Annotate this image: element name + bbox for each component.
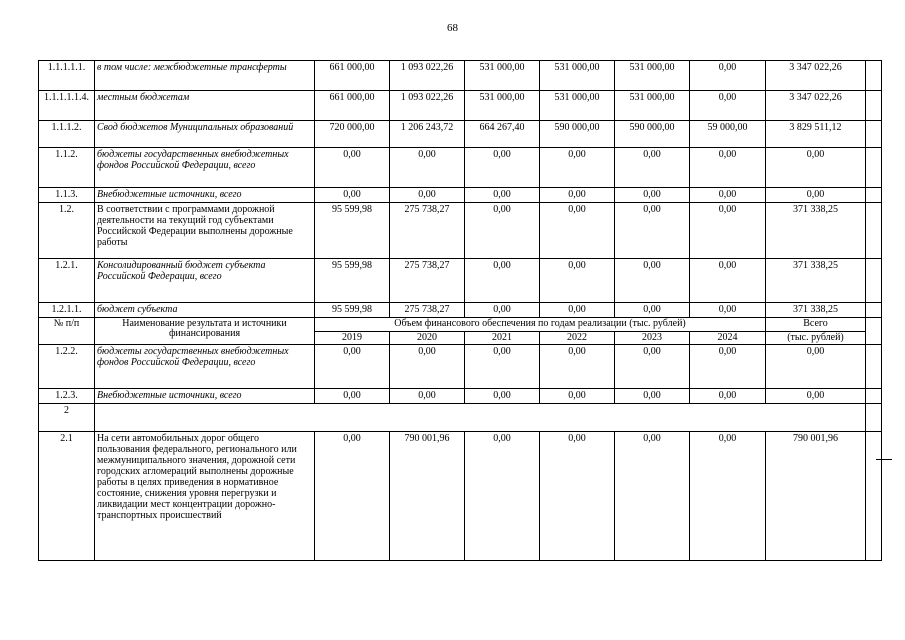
- row-value: 1 093 022,26: [390, 91, 465, 121]
- row-number: 1.1.1.1.1.: [39, 61, 95, 91]
- header-year: 2022: [540, 332, 615, 345]
- row-total: 790 001,96: [766, 432, 866, 561]
- row-value: 0,00: [540, 203, 615, 259]
- row-value: 0,00: [315, 432, 390, 561]
- row-value: 531 000,00: [540, 91, 615, 121]
- financing-table: [38, 60, 882, 561]
- row-name: Внебюджетные источники, всего: [95, 389, 315, 404]
- row-total: 371 338,25: [766, 303, 866, 318]
- row-value: 0,00: [390, 188, 465, 203]
- row-spacer: [866, 61, 882, 91]
- row-value: 0,00: [690, 188, 766, 203]
- row-value: 0,00: [615, 389, 690, 404]
- table-row: [39, 303, 882, 318]
- row-value: 0,00: [540, 303, 615, 318]
- row-value: 95 599,98: [315, 203, 390, 259]
- section-number: 2: [39, 404, 95, 432]
- row-value: 790 001,96: [390, 432, 465, 561]
- margin-tick: [876, 459, 892, 460]
- row-value: 0,00: [540, 259, 615, 303]
- row-name: Внебюджетные источники, всего: [95, 188, 315, 203]
- row-spacer: [866, 389, 882, 404]
- row-value: 531 000,00: [465, 91, 540, 121]
- header-total-line1: Всего: [766, 318, 866, 332]
- row-spacer: [866, 404, 882, 432]
- row-value: 1 206 243,72: [390, 121, 465, 148]
- table-row: [39, 345, 882, 389]
- table-body-section: [39, 404, 882, 561]
- row-value: 0,00: [615, 303, 690, 318]
- row-value: 531 000,00: [465, 61, 540, 91]
- table-row: [39, 91, 882, 121]
- row-total: 0,00: [766, 148, 866, 188]
- row-value: 661 000,00: [315, 91, 390, 121]
- table-row: [39, 61, 882, 91]
- row-value: 95 599,98: [315, 303, 390, 318]
- row-value: 0,00: [690, 259, 766, 303]
- row-value: 59 000,00: [690, 121, 766, 148]
- header-name: Наименование результата и источники финансирования: [95, 318, 315, 345]
- row-value: 0,00: [465, 148, 540, 188]
- table-body-top: [39, 61, 882, 318]
- row-value: 0,00: [615, 345, 690, 389]
- table-row: [39, 188, 882, 203]
- row-value: 590 000,00: [540, 121, 615, 148]
- header-year: 2019: [315, 332, 390, 345]
- header-year: 2021: [465, 332, 540, 345]
- row-value: 0,00: [690, 432, 766, 561]
- row-number: 1.1.3.: [39, 188, 95, 203]
- header-year: 2024: [690, 332, 766, 345]
- row-value: 0,00: [465, 345, 540, 389]
- row-spacer: [866, 148, 882, 188]
- row-name: местным бюджетам: [95, 91, 315, 121]
- row-value: 0,00: [390, 345, 465, 389]
- row-spacer: [866, 188, 882, 203]
- row-value: 531 000,00: [540, 61, 615, 91]
- row-value: 0,00: [465, 389, 540, 404]
- row-number: 1.1.1.2.: [39, 121, 95, 148]
- section-empty-cell: [95, 404, 866, 432]
- row-value: 0,00: [315, 389, 390, 404]
- row-number: 1.2.: [39, 203, 95, 259]
- row-total: 3 347 022,26: [766, 61, 866, 91]
- row-total: 0,00: [766, 345, 866, 389]
- row-value: 0,00: [465, 188, 540, 203]
- row-value: 664 267,40: [465, 121, 540, 148]
- row-value: 0,00: [465, 432, 540, 561]
- row-spacer: [866, 303, 882, 318]
- row-spacer: [866, 259, 882, 303]
- row-value: 531 000,00: [615, 91, 690, 121]
- row-spacer: [866, 345, 882, 389]
- row-total: 3 829 511,12: [766, 121, 866, 148]
- row-total: 0,00: [766, 389, 866, 404]
- header-year: 2023: [615, 332, 690, 345]
- row-value: 0,00: [540, 345, 615, 389]
- table-row: [39, 121, 882, 148]
- row-value: 0,00: [615, 259, 690, 303]
- row-spacer: [866, 121, 882, 148]
- row-value: 0,00: [390, 389, 465, 404]
- table-row: [39, 389, 882, 404]
- row-total: 371 338,25: [766, 203, 866, 259]
- row-value: 0,00: [690, 389, 766, 404]
- row-spacer: [866, 432, 882, 561]
- row-value: 0,00: [690, 148, 766, 188]
- row-total: 3 347 022,26: [766, 91, 866, 121]
- row-value: 0,00: [540, 188, 615, 203]
- row-value: 275 738,27: [390, 203, 465, 259]
- row-name: в том числе: межбюджетные трансферты: [95, 61, 315, 91]
- row-name: Консолидированный бюджет субъекта Российской Федерации, всего: [95, 259, 315, 303]
- row-value: 275 738,27: [390, 303, 465, 318]
- row-number: 1.1.2.: [39, 148, 95, 188]
- row-value: 0,00: [465, 203, 540, 259]
- header-spacer: [866, 318, 882, 345]
- row-value: 0,00: [315, 148, 390, 188]
- row-spacer: [866, 91, 882, 121]
- row-number: 1.2.3.: [39, 389, 95, 404]
- table-row: [39, 148, 882, 188]
- row-value: 95 599,98: [315, 259, 390, 303]
- row-name: Свод бюджетов Муниципальных образований: [95, 121, 315, 148]
- row-total: 0,00: [766, 188, 866, 203]
- row-value: 1 093 022,26: [390, 61, 465, 91]
- row-total: 371 338,25: [766, 259, 866, 303]
- row-value: 0,00: [615, 188, 690, 203]
- section-row: [39, 404, 882, 432]
- row-value: 0,00: [615, 203, 690, 259]
- row-value: 0,00: [315, 345, 390, 389]
- row-number: 1.2.2.: [39, 345, 95, 389]
- row-name: бюджет субъекта: [95, 303, 315, 318]
- row-value: 0,00: [690, 345, 766, 389]
- row-value: 0,00: [540, 148, 615, 188]
- row-number: 1.1.1.1.1.4.: [39, 91, 95, 121]
- table-body-bottom: [39, 345, 882, 404]
- row-name: В соответствии с программами дорожной деятельности на текущий год субъектами Российской Федерации выполнены дорожные работы: [95, 203, 315, 259]
- row-value: 0,00: [540, 432, 615, 561]
- header-num: № п/п: [39, 318, 95, 345]
- row-value: 0,00: [315, 188, 390, 203]
- row-value: 0,00: [540, 389, 615, 404]
- row-value: 0,00: [465, 259, 540, 303]
- row-value: 0,00: [690, 303, 766, 318]
- header-year: 2020: [390, 332, 465, 345]
- row-spacer: [866, 203, 882, 259]
- page-number: 68: [447, 22, 458, 34]
- row-value: 0,00: [690, 203, 766, 259]
- row-value: 661 000,00: [315, 61, 390, 91]
- table-row: [39, 203, 882, 259]
- table-header: [39, 318, 882, 345]
- header-total-line2: (тыс. рублей): [766, 332, 866, 345]
- row-name: бюджеты государственных внебюджетных фондов Российской Федерации, всего: [95, 148, 315, 188]
- row-value: 0,00: [615, 148, 690, 188]
- row-name: бюджеты государственных внебюджетных фондов Российской Федерации, всего: [95, 345, 315, 389]
- row-value: 590 000,00: [615, 121, 690, 148]
- row-name: На сети автомобильных дорог общего пользования федерального, регионального или межмуниципального значения, дорожной сети городских агломераций выполнены дорожные работы в целях приведения в нормативное состояние, снижения уровня перегрузки и ликвидации мест концентрации дорожно-транспортных происшествий: [95, 432, 315, 561]
- row-value: 531 000,00: [615, 61, 690, 91]
- row-value: 0,00: [390, 148, 465, 188]
- row-value: 0,00: [615, 432, 690, 561]
- table-row: [39, 259, 882, 303]
- row-value: 0,00: [465, 303, 540, 318]
- row-value: 720 000,00: [315, 121, 390, 148]
- row-number: 1.2.1.: [39, 259, 95, 303]
- row-value: 0,00: [690, 91, 766, 121]
- row-value: 275 738,27: [390, 259, 465, 303]
- row-number: 2.1: [39, 432, 95, 561]
- table-row: [39, 432, 882, 561]
- row-number: 1.2.1.1.: [39, 303, 95, 318]
- row-value: 0,00: [690, 61, 766, 91]
- header-volume: Объем финансового обеспечения по годам реализации (тыс. рублей): [315, 318, 766, 332]
